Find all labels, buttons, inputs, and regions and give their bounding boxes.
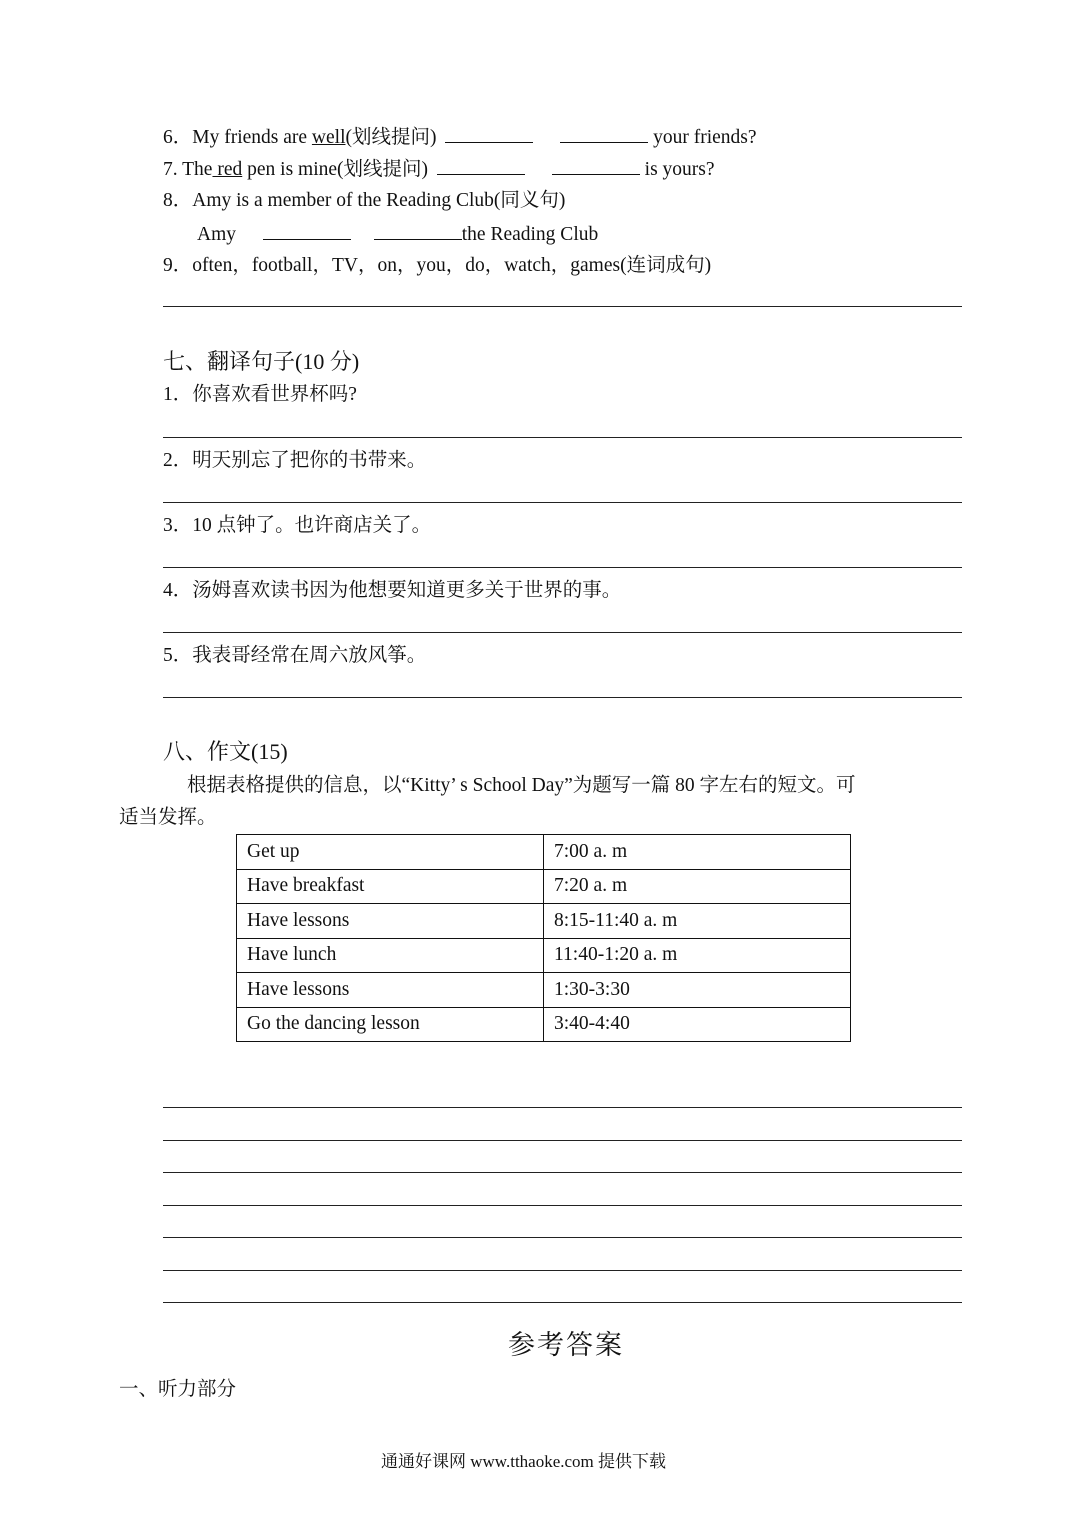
essay-line-6[interactable] <box>163 1270 962 1271</box>
translate-answer-line-3[interactable] <box>163 567 962 568</box>
table-cell-activity: Have lunch <box>237 938 544 973</box>
table-cell-time: 1:30-3:30 <box>544 973 851 1008</box>
answer-section-1: 一、听力部分 <box>119 1379 237 1400</box>
translate-answer-line-2[interactable] <box>163 502 962 503</box>
question-8 <box>163 189 565 213</box>
question-9 <box>163 254 711 278</box>
essay-line-2[interactable] <box>163 1140 962 1141</box>
translate-item-1: 1．你喜欢看世界杯吗? <box>163 384 357 405</box>
table-cell-time: 7:00 a. m <box>544 835 851 870</box>
q7-blank-1[interactable] <box>437 156 525 175</box>
table-cell-activity: Have lessons <box>237 904 544 939</box>
answer-key-title: 参考答案 <box>508 1330 624 1360</box>
section-7-heading: 七、翻译句子(10 分) <box>163 349 360 374</box>
table-cell-time: 3:40-4:40 <box>544 1007 851 1042</box>
q6-prefix: 6．My friends are <box>163 127 312 148</box>
essay-line-5[interactable] <box>163 1237 962 1238</box>
essay-line-7[interactable] <box>163 1302 962 1303</box>
table-row <box>237 904 851 939</box>
essay-line-1[interactable] <box>163 1107 962 1108</box>
q6-underlined-word: well <box>311 127 346 148</box>
table-cell-activity: Go the dancing lesson <box>237 1007 544 1042</box>
q7-middle: pen is mine <box>242 159 338 180</box>
essay-prompt-line-2: 适当发挥。 <box>119 807 217 828</box>
table-row <box>237 835 851 870</box>
table-row <box>237 869 851 904</box>
translate-item-4: 4．汤姆喜欢读书因为他想要知道更多关于世界的事。 <box>163 580 622 601</box>
translate-item-5: 5．我表哥经常在周六放风筝。 <box>163 645 427 666</box>
question-6 <box>163 124 757 150</box>
essay-prompt-line-1: 根据表格提供的信息，以“Kitty’ s School Day”为题写一篇 80 字左右的短文。可 <box>187 775 856 796</box>
q9-answer-line[interactable] <box>163 306 962 307</box>
q6-blank-2[interactable] <box>560 124 648 143</box>
table-row <box>237 1007 851 1042</box>
translate-item-3: 3．10 点钟了。也许商店关了。 <box>163 515 432 536</box>
q8-blank-1[interactable] <box>263 221 351 240</box>
q8-blank-2[interactable] <box>374 221 462 240</box>
q6-instruction: (划线提问) <box>345 127 437 148</box>
q6-suffix: your friends? <box>653 127 757 148</box>
q7-prefix: 7. The <box>163 159 213 180</box>
q8-line2-start: Amy <box>197 224 236 245</box>
table-row <box>237 973 851 1008</box>
table-row <box>237 938 851 973</box>
q8-text: 8．Amy is a member of the Reading Club <box>163 190 494 211</box>
table-cell-activity: Get up <box>237 835 544 870</box>
q8-line2-end: the Reading Club <box>461 224 599 245</box>
q6-blank-1[interactable] <box>445 124 533 143</box>
question-8-answer-line <box>197 221 598 247</box>
section-8-heading: 八、作文(15) <box>163 739 288 764</box>
q9-instruction: (连词成句) <box>620 255 712 276</box>
q9-text: 9．often，football，TV，on，you，do，watch，games <box>163 255 621 276</box>
schedule-table <box>236 834 851 1042</box>
q7-underlined-word: red <box>212 159 243 180</box>
translate-answer-line-1[interactable] <box>163 437 962 438</box>
table-cell-activity: Have lessons <box>237 973 544 1008</box>
essay-line-3[interactable] <box>163 1172 962 1173</box>
translate-item-2: 2．明天别忘了把你的书带来。 <box>163 450 427 471</box>
table-cell-time: 11:40-1:20 a. m <box>544 938 851 973</box>
table-cell-activity: Have breakfast <box>237 869 544 904</box>
page-footer: 通通好课网 www.tthaoke.com 提供下载 <box>381 1452 667 1471</box>
translate-answer-line-4[interactable] <box>163 632 962 633</box>
q7-suffix: is yours? <box>644 159 715 180</box>
question-7 <box>163 156 715 182</box>
essay-line-4[interactable] <box>163 1205 962 1206</box>
table-cell-time: 8:15-11:40 a. m <box>544 904 851 939</box>
translate-answer-line-5[interactable] <box>163 697 962 698</box>
q7-instruction: (划线提问) <box>337 159 429 180</box>
table-cell-time: 7:20 a. m <box>544 869 851 904</box>
q8-instruction: (同义句) <box>493 190 566 211</box>
q7-blank-2[interactable] <box>552 156 640 175</box>
